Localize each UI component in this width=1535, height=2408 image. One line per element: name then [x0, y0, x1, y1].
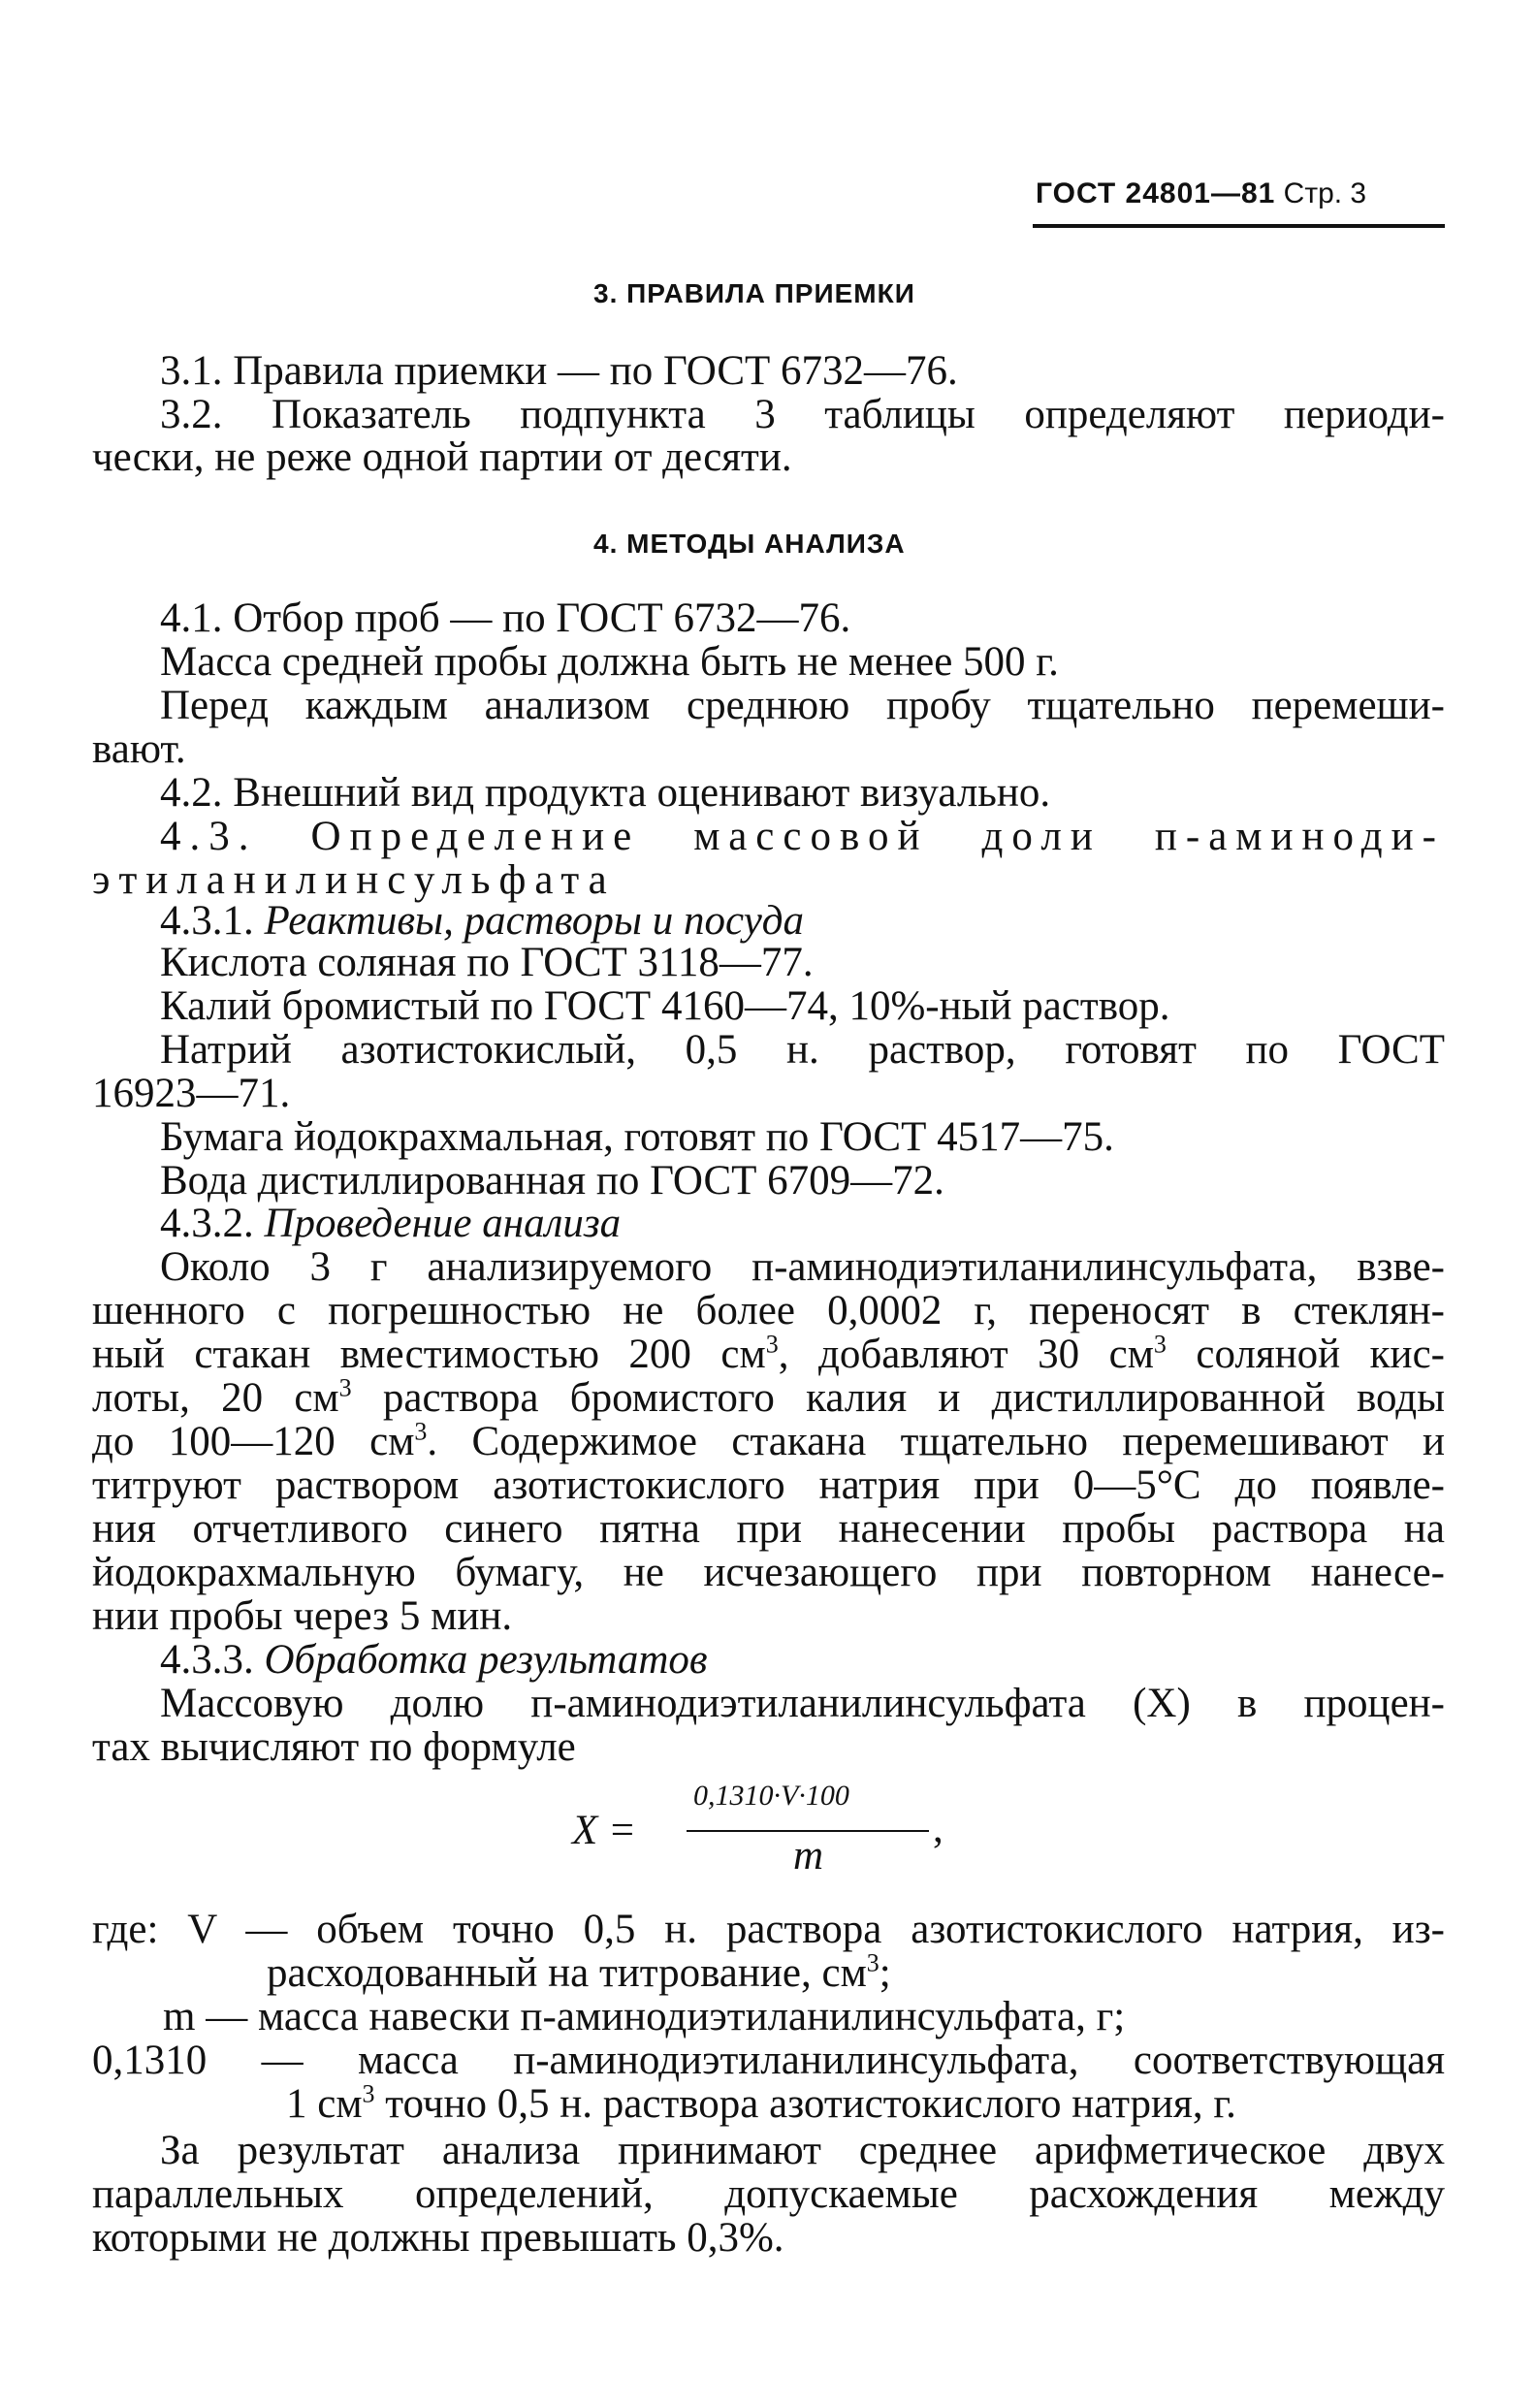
subsection-4-3-2-number: 4.3.2. [160, 1201, 254, 1246]
section-3-title: 3. ПРАВИЛА ПРИЕМКИ [593, 278, 915, 308]
para-4-1: 4.1. Отбор проб — по ГОСТ 6732—76. [160, 595, 851, 641]
procedure-line2: шенного с погрешностью не более 0,0002 г, переносят в стеклян- [92, 1288, 1445, 1333]
section-4-title: 4. МЕТОДЫ АНАЛИЗА [593, 529, 906, 559]
para-3-2-line1: 3.2. Показатель подпункта 3 таблицы определяют периоди- [160, 392, 1445, 437]
result-line3: которыми не должны превышать 0,3%. [92, 2215, 784, 2261]
para-mixing-line1: Перед каждым анализом среднюю пробу тщательно перемеши- [160, 683, 1445, 728]
formula-denominator: m [793, 1833, 824, 1878]
para-3-1: 3.1. Правила приемки — по ГОСТ 6732—76. [160, 348, 958, 394]
reagent-kbr: Калий бромистый по ГОСТ 4160—74, 10%-ный раствор. [160, 983, 1170, 1029]
legend-const-line1: 0,1310 — масса п-аминодиэтиланилинсульфата, соответствующая [92, 2038, 1445, 2083]
result-line1: За результат анализа принимают среднее арифметическое двух [160, 2128, 1445, 2173]
para-4-3-line2: этиланилинсульфата [92, 857, 616, 903]
para-4-3-line1: 4.3. Определение массовой доли п-аминоди- [160, 814, 1445, 859]
procedure-line3: ный стакан вместимостью 200 $см^3$, добавляют 30 $см^3$ соляной кис- [92, 1330, 1445, 1377]
reagent-paper: Бумага йодокрахмальная, готовят по ГОСТ 4517—75. [160, 1114, 1114, 1160]
procedure-line4: лоты, 20 $см^3$ раствора бромистого калия и дистиллированной воды [92, 1373, 1446, 1421]
procedure-line9: нии пробы через 5 мин. [92, 1593, 513, 1639]
subsection-4-3-1-number: 4.3.1. [160, 898, 254, 944]
legend-const-line2: 1 $см^3$ точно 0,5 н. раствора азотистокислого натрия, г. [286, 2079, 1236, 2127]
formula [572, 1780, 979, 1877]
subsection-4-3-1-title: Реактивы, растворы и посуда [264, 898, 804, 944]
subsection-4-3-2-title: Проведение анализа [264, 1201, 622, 1246]
formula-trail: , [933, 1806, 943, 1851]
para-4-2: 4.2. Внешний вид продукта оценивают визуально. [160, 770, 1051, 816]
subsection-4-3-2 [160, 1200, 621, 1248]
procedure-line1: Около 3 г анализируемого п-аминодиэтиланилинсульфата, взве- [160, 1244, 1445, 1290]
header-rule [1033, 224, 1445, 228]
para-sample-mass: Масса средней пробы должна быть не менее 500 г. [160, 639, 1059, 685]
subsection-4-3-3-number: 4.3.3. [160, 1637, 254, 1683]
reagent-hcl: Кислота соляная по ГОСТ 3118—77. [160, 940, 814, 985]
legend-m: m — масса навески п-аминодиэтиланилинсульфата, г; [163, 1994, 1126, 2039]
procedure-line6: титруют раствором азотистокислого натрия при 0—5°С до появле- [92, 1462, 1445, 1508]
document-id: ГОСТ 24801—81 [1036, 177, 1276, 209]
procedure-line5: до 100—120 $см^3$. Содержимое стакана тщательно перемешивают и [92, 1417, 1445, 1464]
reagent-nano2-line1: Натрий азотистокислый, 0,5 н. раствор, готовят по ГОСТ [160, 1027, 1445, 1073]
procedure-line7: ния отчетливого синего пятна при нанесении пробы раствора на [92, 1506, 1445, 1552]
procedure-line8: йодокрахмальную бумагу, не исчезающего при повторном нанесе- [92, 1550, 1445, 1595]
page-label: Стр. 3 [1283, 177, 1367, 209]
calc-line1: Массовую долю п-аминодиэтиланилинсульфата (X) в процен- [160, 1681, 1445, 1726]
reagent-water: Вода дистиллированная по ГОСТ 6709—72. [160, 1158, 944, 1204]
running-header [1036, 177, 1366, 210]
formula-numerator: 0,1310·V·100 [693, 1780, 849, 1812]
formula-lhs: X = [572, 1808, 637, 1853]
legend-v-line1: где: V — объем точно 0,5 н. раствора азотистокислого натрия, из- [92, 1907, 1445, 1952]
calc-line2: тах вычисляют по формуле [92, 1724, 576, 1770]
legend-v-line2: расходованный на титрование, $см^3$; [267, 1948, 891, 1996]
reagent-nano2-line2: 16923—71. [92, 1071, 291, 1116]
subsection-4-3-3 [160, 1636, 708, 1685]
result-line2: параллельных определений, допускаемые расхождения между [92, 2171, 1445, 2217]
subsection-4-3-3-title: Обработка результатов [264, 1637, 708, 1683]
para-3-2-line2: чески, не реже одной партии от десяти. [92, 434, 792, 480]
para-mixing-line2: вают. [92, 726, 186, 772]
